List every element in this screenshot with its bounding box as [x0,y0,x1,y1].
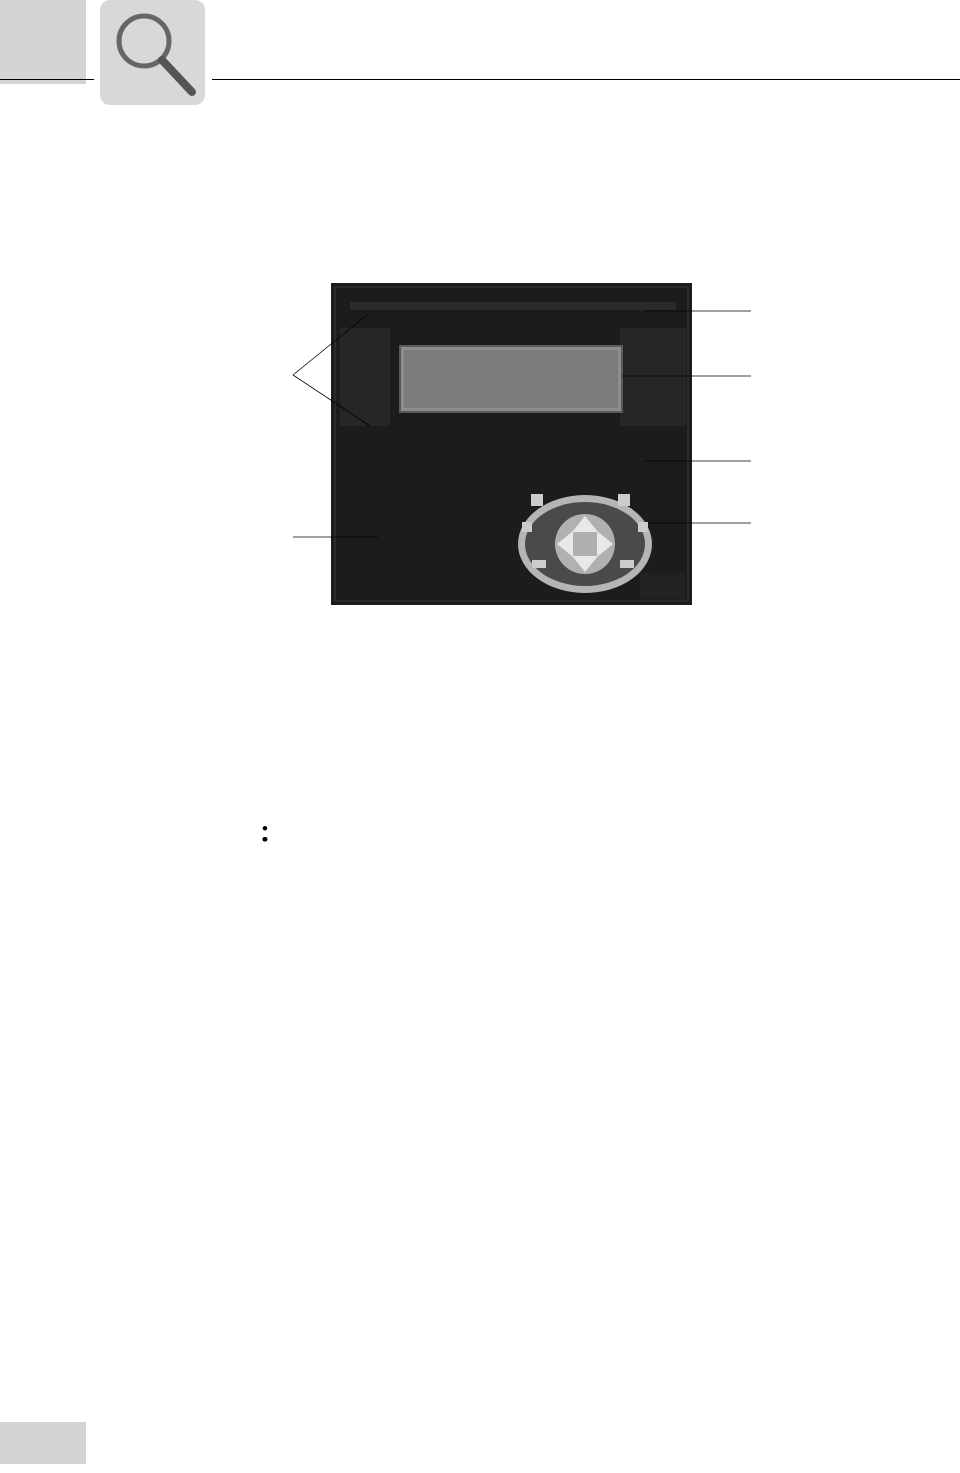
sew-logo [640,573,685,599]
device-figure [260,280,800,615]
chapter-number [0,0,86,84]
header-rule-right [212,79,960,80]
sew-eurodrive-logo [103,1420,213,1472]
page-number [0,1422,86,1464]
feature-list [262,818,960,829]
header-rule-left [0,79,94,80]
magnifier-icon [100,0,205,105]
